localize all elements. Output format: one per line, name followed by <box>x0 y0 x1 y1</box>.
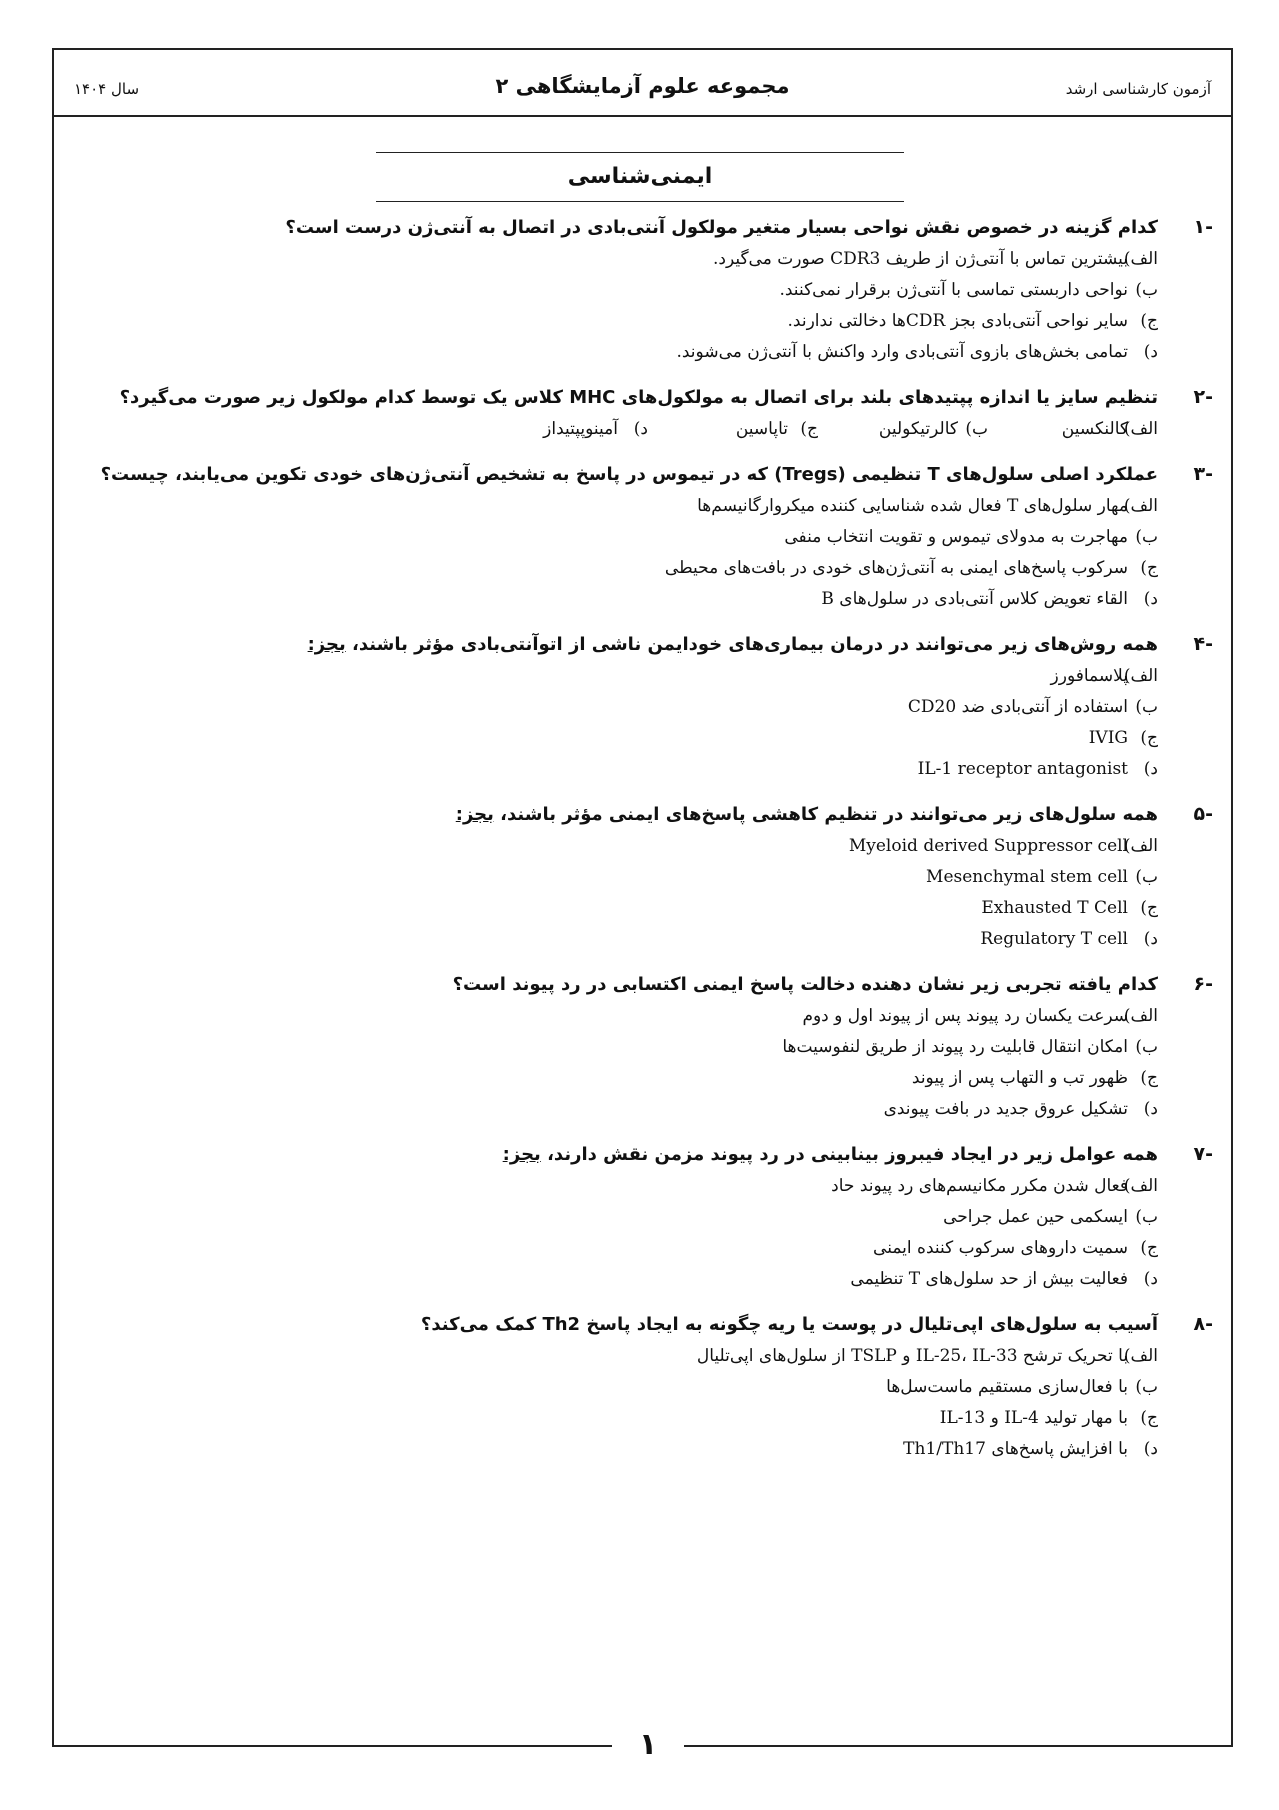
except-keyword: بجز: <box>502 1144 541 1165</box>
option-d[interactable] <box>80 1094 1213 1125</box>
option-label: الف) <box>1123 836 1158 856</box>
question-text <box>308 629 1158 661</box>
question-stem: همه روش‌های زیر می‌توانند در درمان بیماری‌های خودایمن ناشی از اتوآنتی‌بادی مؤثر باشند، <box>352 634 1158 655</box>
option-text: Mesenchymal stem cell <box>926 867 1128 887</box>
option-label: د) <box>1143 1269 1158 1289</box>
option-label: ب) <box>1135 1377 1158 1397</box>
except-keyword: بجز: <box>307 634 346 655</box>
exam-year: سال ۱۴۰۴ <box>74 80 140 98</box>
option-text: Regulatory T cell <box>980 929 1128 949</box>
option-b[interactable] <box>80 522 1213 553</box>
option-a[interactable] <box>988 414 1158 445</box>
option-label: ج) <box>1140 728 1158 748</box>
option-text: ظهور تب و التهاب پس از پیوند <box>911 1068 1128 1088</box>
option-text: Exhausted T Cell <box>981 898 1128 918</box>
option-text: سمیت داروهای سرکوب کننده ایمنی <box>873 1238 1128 1258</box>
question-6 <box>80 969 1213 1125</box>
option-label: الف) <box>1123 1346 1158 1366</box>
option-label: ب) <box>965 419 988 439</box>
option-a[interactable] <box>80 661 1213 692</box>
option-c[interactable] <box>80 1403 1213 1434</box>
option-d[interactable] <box>80 584 1213 615</box>
option-c[interactable] <box>80 723 1213 754</box>
option-label: الف) <box>1123 419 1158 439</box>
option-d[interactable] <box>80 754 1213 785</box>
option-a[interactable] <box>80 1341 1213 1372</box>
section-title: ایمنی‌شناسی <box>376 152 904 202</box>
option-label: د) <box>1143 929 1158 949</box>
option-text: IL-1 receptor antagonist <box>917 759 1128 779</box>
question-4 <box>80 629 1213 785</box>
option-b[interactable] <box>80 692 1213 723</box>
option-a[interactable] <box>80 1001 1213 1032</box>
exam-name: آزمون کارشناسی ارشد <box>1065 80 1211 98</box>
question-number: -۱ <box>1193 216 1213 238</box>
option-a[interactable] <box>80 831 1213 862</box>
option-b[interactable] <box>80 1032 1213 1063</box>
option-label: ج) <box>1140 1408 1158 1428</box>
option-c[interactable] <box>648 414 818 445</box>
option-text: ایسکمی حین عمل جراحی <box>943 1207 1128 1227</box>
question-number: -۳ <box>1193 463 1213 485</box>
page-header <box>54 72 1231 112</box>
question-text: تنظیم سایز یا اندازه پپتیدهای بلند برای اتصال به مولکول‌های MHC کلاس یک توسط کدام مولکول زیر صورت می‌گیرد؟ <box>119 387 1158 408</box>
option-c[interactable] <box>80 553 1213 584</box>
option-text: سایر نواحی آنتی‌بادی بجز CDRها دخالتی ندارند. <box>787 311 1128 331</box>
option-text: امکان انتقال قابلیت رد پیوند از طریق لنفوسیت‌ها <box>782 1037 1128 1057</box>
option-text: تشکیل عروق جدید در بافت پیوندی <box>883 1099 1128 1119</box>
option-text: سرعت یکسان رد پیوند پس از پیوند اول و دوم <box>802 1006 1128 1026</box>
option-b[interactable] <box>80 1202 1213 1233</box>
question-text: عملکرد اصلی سلول‌های T تنظیمی (Tregs) که در تیموس در پاسخ به تشخیص آنتی‌ژن‌های خودی تکوین می‌یابند، چیست؟ <box>100 464 1158 485</box>
option-label: ج) <box>1140 558 1158 578</box>
question-2 <box>80 382 1213 445</box>
option-label: د) <box>1143 342 1158 362</box>
option-b[interactable] <box>818 414 988 445</box>
option-label: ب) <box>1135 697 1158 717</box>
question-8 <box>80 1309 1213 1465</box>
option-text: Myeloid derived Suppressor cell <box>848 836 1128 856</box>
option-label: د) <box>1143 1099 1158 1119</box>
inline-options <box>80 414 1213 445</box>
option-d[interactable] <box>80 1264 1213 1295</box>
option-a[interactable] <box>80 1171 1213 1202</box>
option-text: با مهار تولید IL-4 و IL-13 <box>939 1408 1128 1428</box>
option-label: الف) <box>1123 496 1158 516</box>
option-text: تاپاسین <box>735 419 788 439</box>
option-label: الف) <box>1123 249 1158 269</box>
option-label: ب) <box>1135 1207 1158 1227</box>
option-c[interactable] <box>80 306 1213 337</box>
option-text: بیشترین تماس با آنتی‌ژن از طریف CDR3 صورت می‌گیرد. <box>712 249 1128 269</box>
option-b[interactable] <box>80 862 1213 893</box>
option-text: مهاجرت به مدولای تیموس و تقویت انتخاب منفی <box>784 527 1128 547</box>
option-c[interactable] <box>80 893 1213 924</box>
option-label: ج) <box>800 419 818 439</box>
option-label: ج) <box>1140 311 1158 331</box>
question-text <box>503 1139 1158 1171</box>
option-label: ب) <box>1135 867 1158 887</box>
option-text: پلاسمافورز <box>1050 666 1128 686</box>
option-label: الف) <box>1123 1006 1158 1026</box>
question-number: -۲ <box>1193 386 1213 408</box>
option-text: تمامی بخش‌های بازوی آنتی‌بادی وارد واکنش با آنتی‌ژن می‌شوند. <box>676 342 1128 362</box>
option-label: ب) <box>1135 280 1158 300</box>
option-text: القاء تعویض کلاس آنتی‌بادی در سلول‌های B <box>821 589 1128 609</box>
header-divider <box>54 115 1231 117</box>
page-number: ۱ <box>638 1727 658 1762</box>
option-label: د) <box>1143 759 1158 779</box>
question-text: کدام یافته تجربی زیر نشان دهنده دخالت پاسخ ایمنی اکتسابی در رد پیوند است؟ <box>452 974 1158 995</box>
option-a[interactable] <box>80 244 1213 275</box>
option-text: فعالیت بیش از حد سلول‌های T تنظیمی <box>850 1269 1128 1289</box>
option-d[interactable] <box>80 1434 1213 1465</box>
option-text: نواحی داربستی تماسی با آنتی‌ژن برقرار نمی‌کنند. <box>779 280 1128 300</box>
question-number: -۷ <box>1193 1143 1213 1165</box>
option-label: ج) <box>1140 898 1158 918</box>
option-text: استفاده از آنتی‌بادی ضد CD20 <box>907 697 1128 717</box>
option-text: IVIG <box>1088 728 1128 748</box>
footer-rule-left <box>52 1745 612 1747</box>
footer-rule-right <box>684 1745 1233 1747</box>
option-label: د) <box>1143 589 1158 609</box>
option-label: ج) <box>1140 1068 1158 1088</box>
option-d[interactable] <box>80 924 1213 955</box>
booklet-title: مجموعه علوم آزمایشگاهی ۲ <box>495 74 790 98</box>
question-stem: همه سلول‌های زیر می‌توانند در تنظیم کاهشی پاسخ‌های ایمنی مؤثر باشند، <box>500 804 1158 825</box>
option-a[interactable] <box>80 491 1213 522</box>
questions-list <box>80 212 1213 1479</box>
question-stem: همه عوامل زیر در ایجاد فیبروز بینابینی در رد پیوند مزمن نقش دارند، <box>547 1144 1158 1165</box>
option-d[interactable] <box>478 414 648 445</box>
question-1 <box>80 212 1213 368</box>
option-label: ب) <box>1135 527 1158 547</box>
option-text: با تحریک ترشح IL-25، IL-33 و TSLP از سلول‌های اپی‌تلیال <box>696 1346 1128 1366</box>
option-text: آمینوپپتیداز <box>543 419 618 439</box>
option-text: فعال شدن مکرر مکانیسم‌های رد پیوند حاد <box>831 1176 1128 1196</box>
option-text: سرکوب پاسخ‌های ایمنی به آنتی‌ژن‌های خودی در بافت‌های محیطی <box>664 558 1128 578</box>
question-text: آسیب به سلول‌های اپی‌تلیال در پوست یا ریه چگونه به ایجاد پاسخ Th2 کمک می‌کند؟ <box>420 1314 1158 1335</box>
option-label: الف) <box>1123 666 1158 686</box>
option-label: ب) <box>1135 1037 1158 1057</box>
question-text: کدام گزینه در خصوص نقش نواحی بسیار متغیر مولکول آنتی‌بادی در اتصال به آنتی‌ژن درست است؟ <box>285 217 1158 238</box>
option-label: ج) <box>1140 1238 1158 1258</box>
question-text <box>456 799 1158 831</box>
question-7 <box>80 1139 1213 1295</box>
option-text: کالنکسین <box>1061 419 1128 439</box>
option-c[interactable] <box>80 1063 1213 1094</box>
option-b[interactable] <box>80 275 1213 306</box>
option-text: کالرتیکولین <box>878 419 958 439</box>
option-label: د) <box>633 419 648 439</box>
option-text: با افزایش پاسخ‌های Th1/Th17 <box>903 1439 1128 1459</box>
option-b[interactable] <box>80 1372 1213 1403</box>
option-text: مهار سلول‌های T فعال شده شناسایی کننده میکروارگانیسم‌ها <box>697 496 1128 516</box>
question-5 <box>80 799 1213 955</box>
option-c[interactable] <box>80 1233 1213 1264</box>
question-number: -۸ <box>1193 1313 1213 1335</box>
except-keyword: بجز: <box>455 804 494 825</box>
question-3 <box>80 459 1213 615</box>
option-label: الف) <box>1123 1176 1158 1196</box>
question-number: -۶ <box>1193 973 1213 995</box>
option-text: با فعال‌سازی مستقیم ماست‌سل‌ها <box>886 1377 1128 1397</box>
question-number: -۵ <box>1193 803 1213 825</box>
option-d[interactable] <box>80 337 1213 368</box>
question-number: -۴ <box>1193 633 1213 655</box>
option-label: د) <box>1143 1439 1158 1459</box>
